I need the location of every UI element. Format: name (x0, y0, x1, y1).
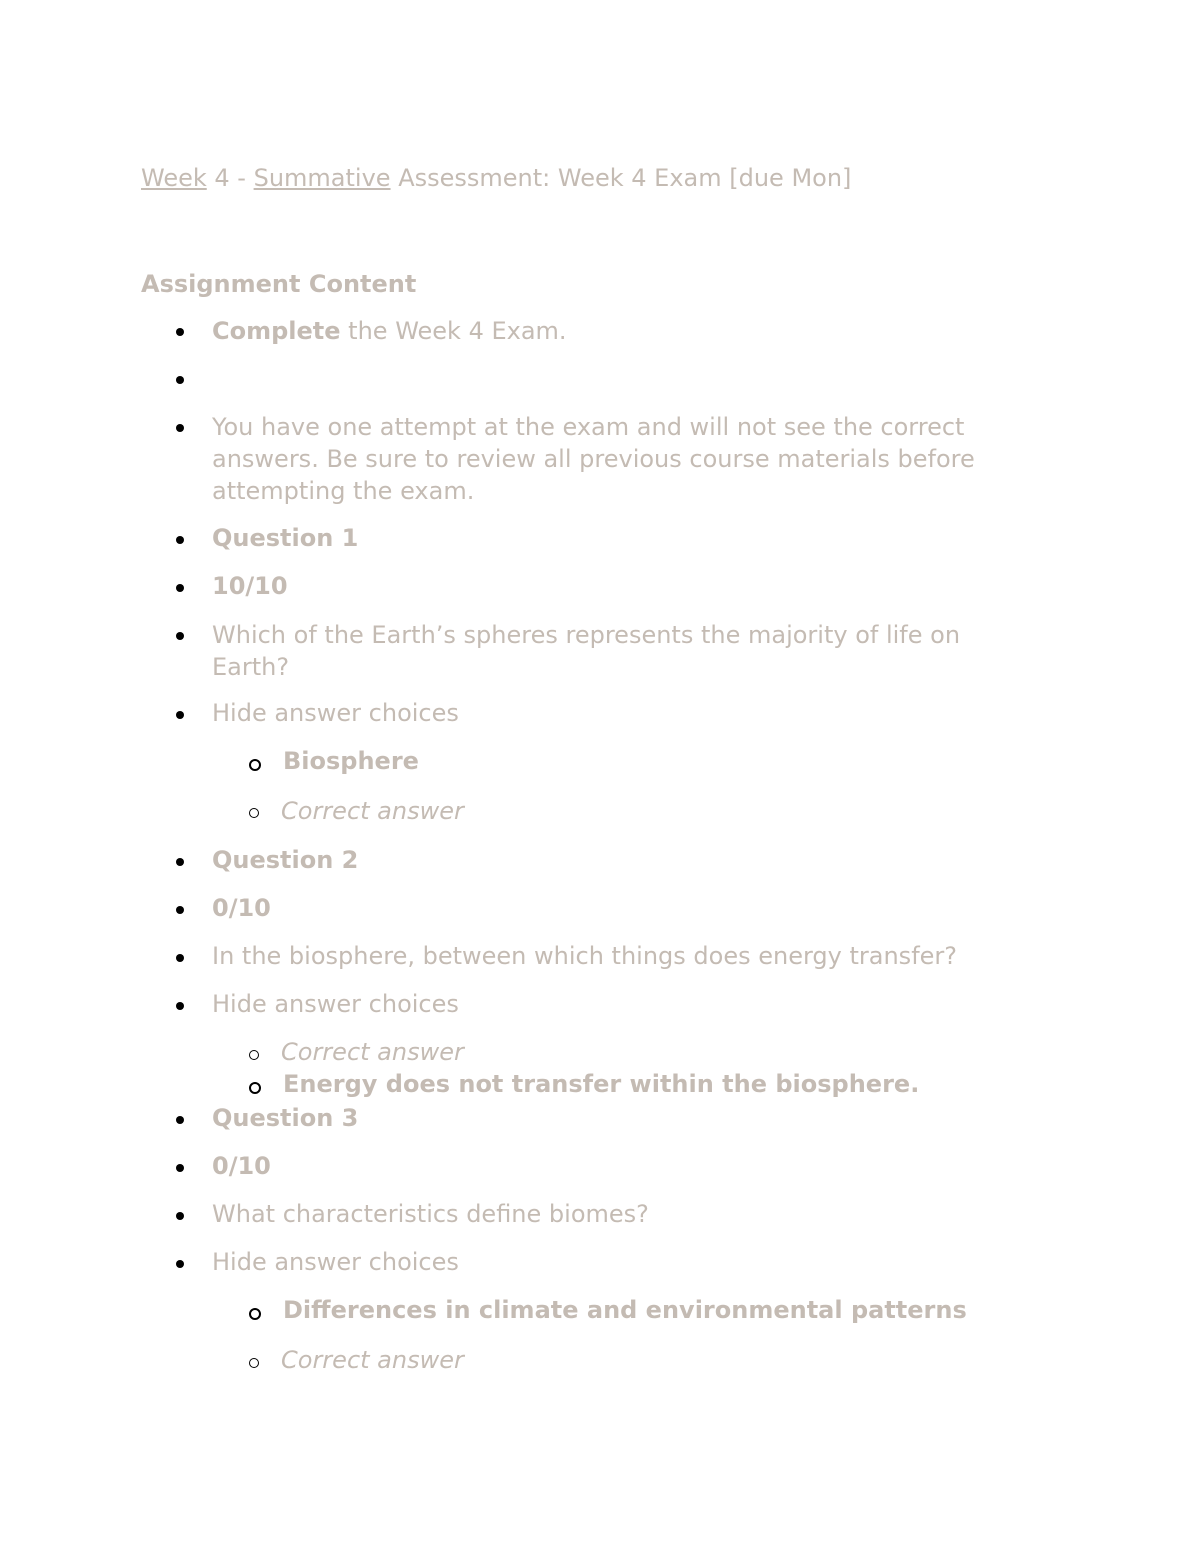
bullet-dot (176, 711, 184, 719)
bullet-dot (176, 906, 184, 914)
bullet-dot-empty (176, 376, 184, 384)
question-2-label: Question 2 (212, 846, 359, 874)
question-2-text: In the biosphere, between which things does energy transfer? (212, 942, 958, 970)
title-summative-link[interactable]: Summative (253, 164, 391, 192)
question-1-hide-choices[interactable]: Hide answer choices (212, 699, 459, 727)
bullet-dot (176, 536, 184, 544)
choice-circle (249, 1082, 261, 1094)
question-3-text: What characteristics define biomes? (212, 1200, 649, 1228)
title-separator: 4 - (206, 164, 254, 192)
question-3-hide-choices[interactable]: Hide answer choices (212, 1248, 459, 1276)
question-1-choice: Biosphere (283, 747, 419, 775)
bullet-dot (176, 858, 184, 866)
bullet-dot (176, 632, 184, 640)
question-3-score: 0/10 (212, 1152, 271, 1180)
bullet-dot (176, 1116, 184, 1124)
complete-bold: Complete (212, 317, 341, 345)
bullet-dot (176, 1212, 184, 1220)
title-week-link[interactable]: Week (141, 164, 207, 192)
bullet-dot (176, 424, 184, 432)
question-3-label: Question 3 (212, 1104, 359, 1132)
question-3-choice: Differences in climate and environmental patterns (283, 1296, 967, 1324)
bullet-dot (176, 584, 184, 592)
question-2-score: 0/10 (212, 894, 271, 922)
list-item-attempt-info: You have one attempt at the exam and will not see the correct answers. Be sure to review all previous course materials before attempting the exam. (212, 413, 975, 505)
question-3-correct: Correct answer (281, 1346, 464, 1374)
bullet-dot (176, 954, 184, 962)
title-rest: Assessment: Week 4 Exam [due Mon] (390, 164, 852, 192)
bullet-dot (176, 1002, 184, 1010)
question-2-hide-choices[interactable]: Hide answer choices (212, 990, 459, 1018)
list-item-complete (212, 315, 567, 347)
choice-circle (249, 808, 259, 818)
page-title (141, 162, 851, 194)
question-2-correct: Correct answer (281, 1038, 464, 1066)
bullet-dot (176, 1164, 184, 1172)
choice-circle (249, 1358, 259, 1368)
choice-circle (249, 1050, 259, 1060)
question-1-score: 10/10 (212, 572, 288, 600)
choice-circle (249, 1308, 261, 1320)
question-2-choice: Energy does not transfer within the biosphere. (283, 1070, 920, 1098)
complete-rest: the Week 4 Exam. (340, 317, 567, 345)
section-heading: Assignment Content (141, 270, 417, 298)
bullet-dot (176, 1260, 184, 1268)
question-1-label: Question 1 (212, 524, 359, 552)
question-1-correct: Correct answer (281, 797, 464, 825)
bullet-dot (176, 328, 184, 336)
question-1-text: Which of the Earth’s spheres represents the majority of life on Earth? (212, 621, 961, 681)
choice-circle (249, 759, 261, 771)
